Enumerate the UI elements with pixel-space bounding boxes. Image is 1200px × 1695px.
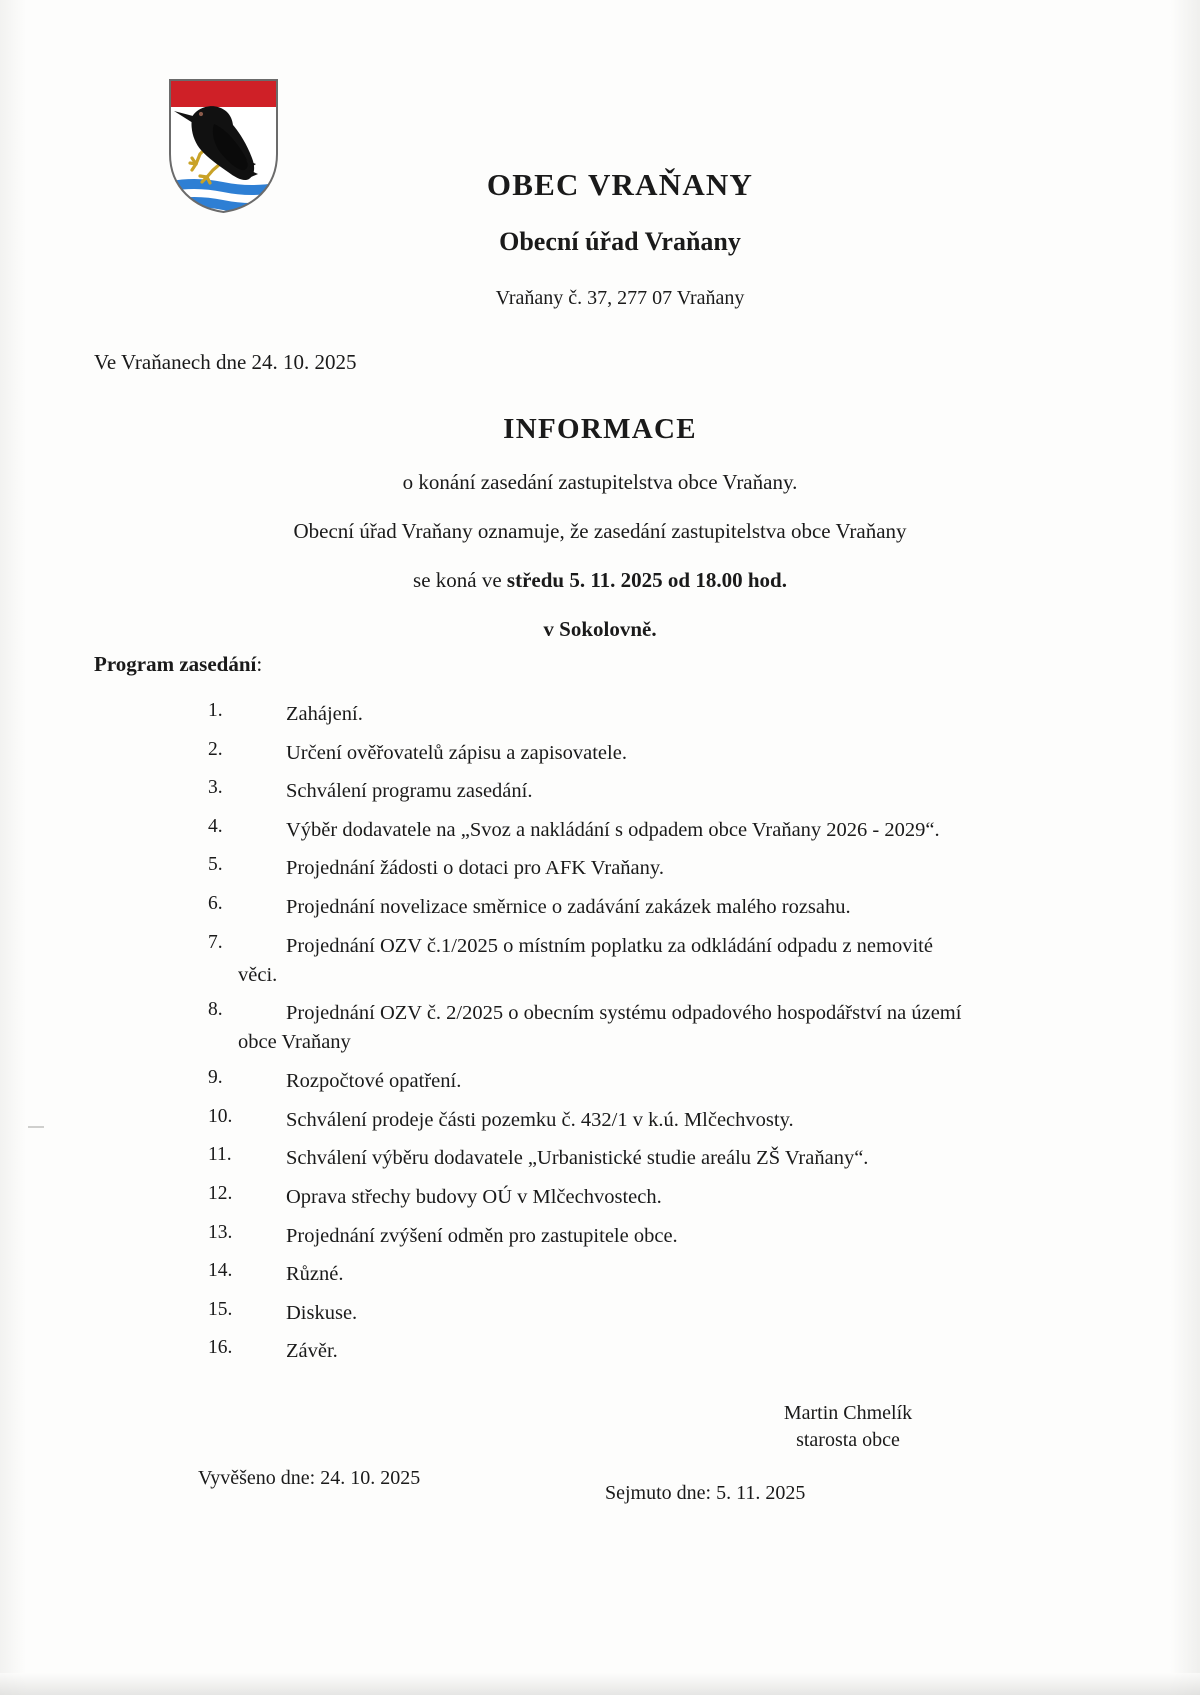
agenda-text: Projednání žádosti o dotaci pro AFK Vraňany. (286, 857, 664, 880)
agenda-text: Zahájení. (286, 703, 363, 725)
document-header (290, 168, 950, 309)
meeting-venue: v Sokolovně. (543, 617, 657, 641)
signatory-name: Martin Chmelík (783, 1402, 913, 1424)
list-item (208, 700, 1048, 729)
list-item (208, 1299, 1048, 1328)
program-heading (94, 652, 262, 677)
agenda-text-continuation: obce Vraňany (238, 1031, 351, 1054)
office-address: Vraňany č. 37, 277 07 Vraňany (495, 286, 745, 309)
agenda-text (238, 999, 1048, 1057)
list-item (208, 1106, 1048, 1135)
organization-name: OBEC VRAŇANY (486, 167, 754, 202)
agenda-text: Schválení prodeje části pozemku č. 432/1 v k.ú. Mlčechvosty. (286, 1108, 794, 1131)
issue-date-line: Ve Vraňanech dne 24. 10. 2025 (94, 350, 357, 374)
list-item (208, 1067, 1048, 1096)
list-item (208, 999, 1048, 1057)
agenda-number: 9. (208, 1067, 223, 1089)
scan-edge-left (0, 0, 26, 1695)
announcement-text: Obecní úřad Vraňany oznamuje, že zasedání zastupitelstva obce Vraňany (293, 519, 907, 543)
agenda-number: 8. (208, 999, 223, 1021)
agenda-number: 3. (208, 777, 223, 799)
agenda-number: 4. (208, 815, 223, 837)
list-item (208, 1183, 1048, 1212)
agenda-number: 13. (208, 1221, 233, 1243)
list-item (208, 1222, 1048, 1251)
scan-margin-mark (28, 1126, 44, 1128)
posted-date: Vyvěšeno dne: 24. 10. 2025 (198, 1467, 421, 1489)
agenda-text: Různé. (286, 1263, 344, 1286)
agenda-number: 12. (208, 1182, 233, 1204)
agenda-number: 2. (208, 738, 223, 760)
list-item (208, 1144, 1048, 1173)
agenda-number: 15. (208, 1298, 233, 1320)
meeting-datetime-line (0, 568, 1200, 593)
agenda-number: 10. (208, 1105, 233, 1127)
agenda-text-line1: Projednání OZV č.1/2025 o místním poplatku za odkládání odpadu z nemovité (286, 934, 933, 957)
agenda-number: 6. (208, 893, 223, 915)
list-item (208, 932, 1048, 990)
agenda-number: 16. (208, 1337, 233, 1359)
program-heading-label: Program zasedání (94, 652, 257, 676)
agenda-text: Oprava střechy budovy OÚ v Mlčechvostech. (286, 1185, 662, 1208)
list-item (208, 854, 1048, 883)
agenda-text (238, 932, 1048, 990)
agenda-text: Schválení výběru dodavatele „Urbanistické studie areálu ZŠ Vraňany“. (286, 1147, 869, 1170)
meeting-datetime-value: středu 5. 11. 2025 od 18.00 hod. (506, 568, 787, 592)
list-item (208, 1337, 1048, 1366)
agenda-text: Výběr dodavatele na „Svoz a nakládání s odpadem obce Vraňany 2026 - 2029“. (286, 818, 940, 841)
scan-edge-right (1170, 0, 1200, 1695)
list-item (208, 739, 1048, 768)
scan-edge-bottom (0, 1673, 1200, 1695)
coat-of-arms-icon (166, 76, 281, 216)
agenda-text: Závěr. (286, 1340, 338, 1363)
agenda-text: Určení ověřovatelů zápisu a zapisovatele. (286, 741, 627, 764)
page-title: INFORMACE (503, 413, 697, 445)
agenda-text-continuation: věci. (238, 963, 278, 986)
meeting-datetime-prefix: se koná ve (413, 568, 507, 592)
agenda-text: Schválení programu zasedání. (286, 780, 533, 803)
agenda-number: 5. (208, 854, 223, 876)
agenda-number: 7. (208, 931, 223, 953)
program-heading-colon: : (256, 652, 263, 676)
agenda-number: 1. (208, 700, 223, 721)
agenda-text: Rozpočtové opatření. (286, 1070, 462, 1093)
agenda-text: Diskuse. (286, 1301, 358, 1324)
agenda-list (208, 700, 1048, 1376)
signature-block (748, 1400, 948, 1454)
document-subtitle: o konání zasedání zastupitelstva obce Vraňany. (402, 470, 798, 494)
list-item (208, 816, 1048, 845)
agenda-text: Projednání novelizace směrnice o zadávání zakázek malého rozsahu. (286, 896, 851, 919)
list-item (208, 777, 1048, 806)
agenda-number: 11. (208, 1144, 232, 1166)
agenda-text: Projednání zvýšení odměn pro zastupitele obce. (286, 1224, 678, 1247)
removed-date: Sejmuto dne: 5. 11. 2025 (605, 1482, 806, 1504)
agenda-number: 14. (208, 1260, 233, 1282)
list-item (208, 1260, 1048, 1289)
signatory-role: starosta obce (796, 1429, 900, 1451)
agenda-text-line1: Projednání OZV č. 2/2025 o obecním systému odpadového hospodářství na území (286, 1002, 962, 1025)
list-item (208, 893, 1048, 922)
office-name: Obecní úřad Vraňany (499, 227, 741, 257)
